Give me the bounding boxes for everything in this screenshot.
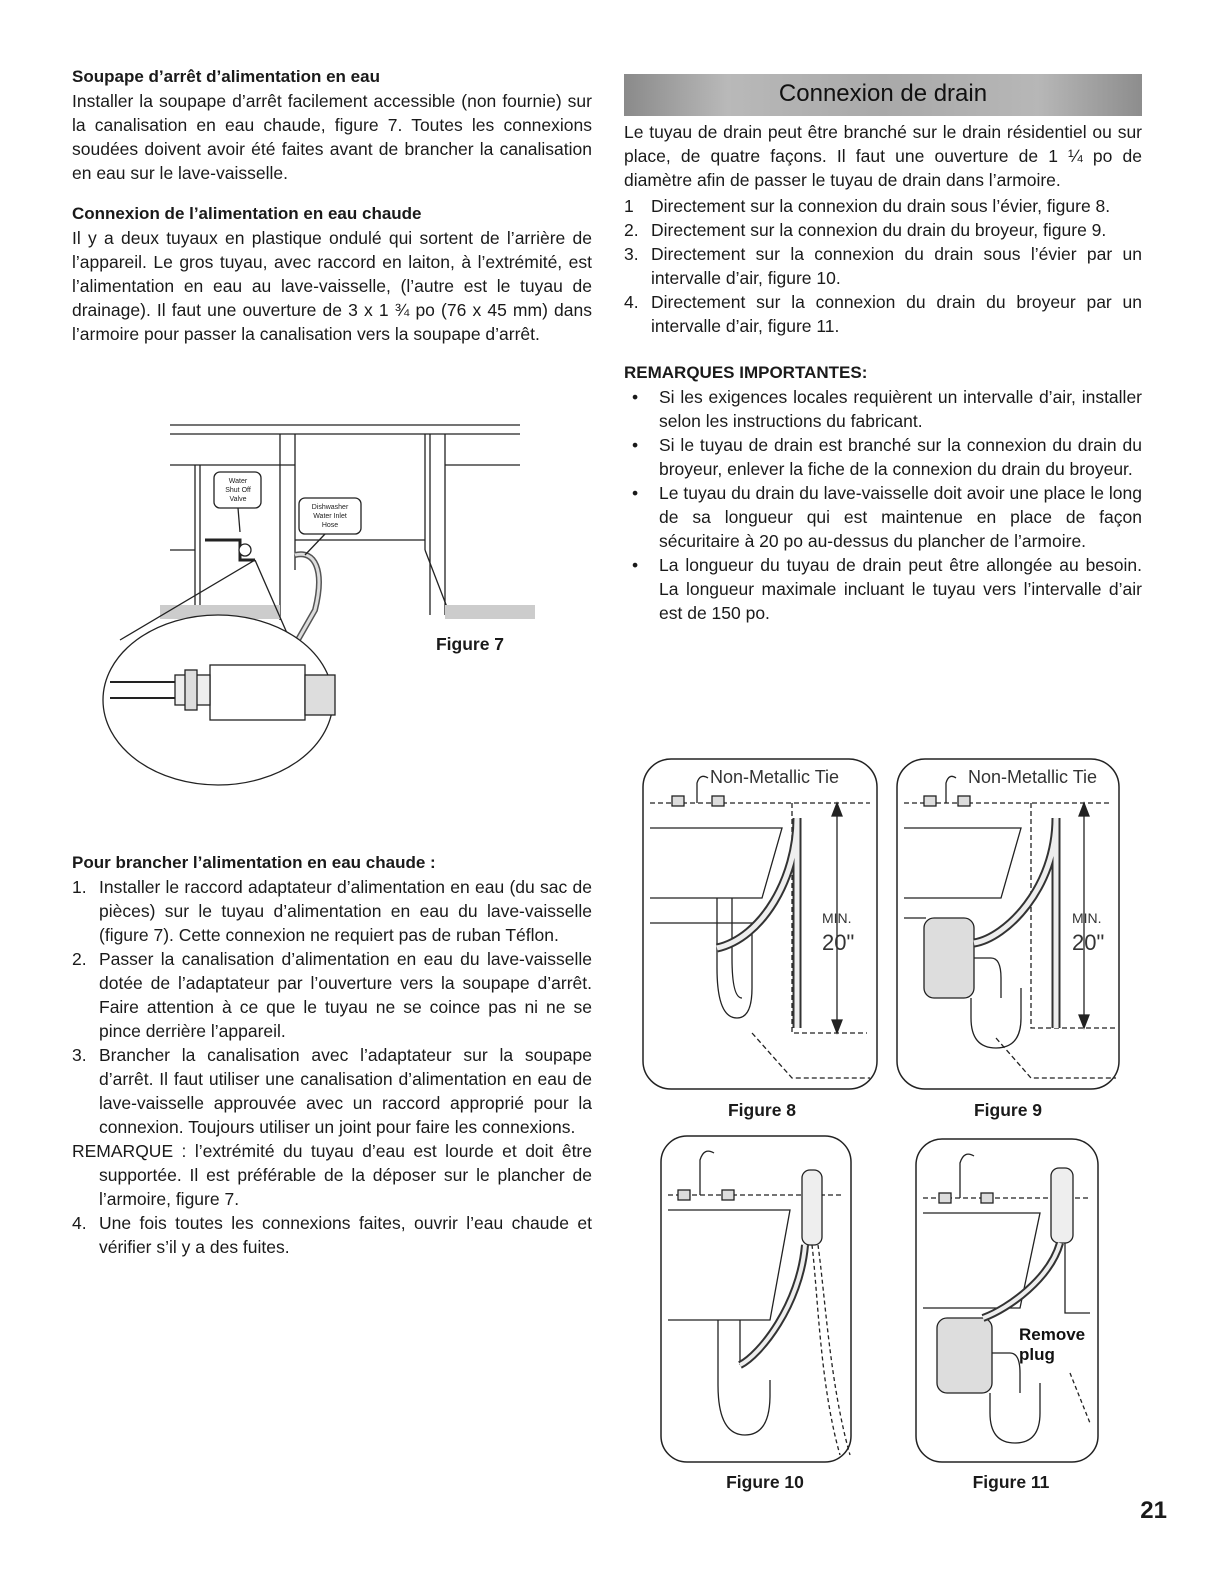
step-item	[72, 1043, 592, 1139]
remarque-note: REMARQUE : l’extrémité du tuyau d’eau est lourde et doit être supportée. Il est préférable de la déposer sur le plancher de l’armoire, figure 7.	[72, 1141, 592, 1209]
hot-water-connection-paragraph: Il y a deux tuyaux en plastique ondulé qui sortent de l’arrière de l’appareil. Le gros tuyau, avec raccord en laiton, à l’extrémité, est l’alimentation en eau au lave-vaisselle, (l’autre est le tuyau de drainage). Il faut une ouverture de 3 x 1 ¾ po (76 x 45 mm) dans l’armoire pour passer la canalisation vers la soupape d’arrêt.	[72, 228, 592, 344]
figure-8-illustration	[642, 758, 878, 1090]
step-item	[72, 875, 592, 947]
option-number: 2.	[624, 220, 639, 240]
figure-7-illustration	[100, 420, 540, 790]
page-number: 21	[1140, 1497, 1167, 1524]
step-item	[72, 947, 592, 1043]
fig7-callout-hose-line1: Dishwasher	[311, 504, 349, 511]
drain-intro-paragraph: Le tuyau de drain peut être branché sur le drain résidentiel ou sur place, de quatre façons. Il faut une ouverture de 1 ¼ po de diamètre afin de passer le tuyau de drain dans l’armoire.	[624, 122, 1142, 190]
note-text: La longueur du tuyau de drain peut être allongée au besoin. La longueur maximale incluant le tuyau vers l’intervalle d’air est de 150 po.	[659, 555, 1142, 623]
figure-11-illustration	[915, 1138, 1099, 1463]
option-text: Directement sur la connexion du drain sous l’évier par un intervalle d’air, figure 10.	[651, 244, 1142, 288]
note-item: • Si le tuyau de drain est branché sur la connexion du drain du broyeur, enlever la fiche de la connexion du drain du broyeur.	[632, 435, 1142, 479]
step-number: 3.	[72, 1045, 87, 1065]
important-notes-list	[624, 385, 1142, 625]
fig9-min-label: MIN.	[1072, 910, 1102, 926]
step-number: 2.	[72, 949, 87, 969]
remove-plug-line2: plug	[1019, 1345, 1055, 1364]
option-text: Directement sur la connexion du drain du broyeur, figure 9.	[651, 220, 1107, 240]
drain-option-item	[624, 218, 1142, 242]
figure-10-illustration	[660, 1135, 852, 1463]
fig7-callout-valve-line3: Valve	[229, 496, 247, 503]
fig8-min-label: MIN.	[822, 910, 852, 926]
fig9-min-value: 20"	[1072, 930, 1105, 955]
step-number: 1.	[72, 877, 87, 897]
figure-9-label: Figure 9	[973, 1100, 1043, 1120]
step-text: Brancher la canalisation avec l’adaptateur sur la soupape d’arrêt. Il faut utiliser une canalisation d’alimentation en eau de lave-vaisselle approuvée avec un raccord approprié pour la connexion. Toujours utiliser un joint pour faire les connexions.	[99, 1045, 592, 1137]
fig7-callout-hose-line3: Hose	[321, 522, 339, 529]
fig8-min-value: 20"	[822, 930, 855, 955]
drain-option-item	[624, 242, 1142, 290]
fig7-callout-valve-line2: Shut Off	[225, 487, 251, 494]
connect-steps-list	[72, 875, 592, 1139]
right-column	[624, 120, 1142, 625]
shutoff-valve-heading: Soupape d’arrêt d’alimentation en eau	[72, 67, 380, 86]
fig7-callout-hose-line2: Water Inlet	[313, 513, 347, 520]
option-number: 1	[624, 196, 634, 216]
figure-10-label: Figure 10	[726, 1472, 804, 1492]
connect-hot-water-heading: Pour brancher l’alimentation en eau chaude :	[72, 853, 436, 872]
left-column	[72, 66, 592, 346]
figure-11-label: Figure 11	[972, 1472, 1050, 1492]
note-text: Le tuyau du drain du lave-vaisselle doit avoir une place le long de sa longueur qui est maintenue en place de façon sécuritaire à 20 po au-dessus du plancher de l’armoire.	[659, 483, 1142, 551]
drain-connection-banner: Connexion de drain	[624, 74, 1142, 116]
step-item	[72, 1211, 592, 1259]
option-text: Directement sur la connexion du drain du broyeur par un intervalle d’air, figure 11.	[651, 292, 1142, 336]
step-text: Installer le raccord adaptateur d’alimentation en eau (du sac de pièces) sur le tuyau d’alimentation en eau du lave-vaisselle (figure 7). Cette connexion ne requiert pas de ruban Téflon.	[99, 877, 592, 945]
figure-8-label: Figure 8	[727, 1100, 797, 1120]
left-column-instructions	[72, 852, 592, 1259]
note-text: Si le tuyau de drain est branché sur la connexion du drain du broyeur, enlever la fiche de la connexion du drain du broyeur.	[659, 435, 1142, 479]
drain-option-item	[624, 194, 1142, 218]
fig9-tie-label: Non-Metallic Tie	[968, 767, 1098, 787]
note-item: • Si les exigences locales requièrent un intervalle d’air, installer selon les instructions du fabricant.	[632, 387, 1142, 431]
step-text: Une fois toutes les connexions faites, ouvrir l’eau chaude et vérifier s’il y a des fuites.	[99, 1213, 592, 1257]
hot-water-connection-heading: Connexion de l’alimentation en eau chaude	[72, 204, 422, 223]
note-text: Si les exigences locales requièrent un intervalle d’air, installer selon les instructions du fabricant.	[659, 387, 1142, 431]
shutoff-valve-paragraph: Installer la soupape d’arrêt facilement accessible (non fournie) sur la canalisation en eau chaude, figure 7. Toutes les connexions soudées doivent avoir été faites avant de brancher la canalisation en eau sur le lave-vaisselle.	[72, 91, 592, 183]
note-item: • La longueur du tuyau de drain peut être allongée au besoin. La longueur maximale incluant le tuyau vers l’intervalle d’air est de 150 po.	[632, 555, 1142, 623]
connect-steps-list-continued	[72, 1211, 592, 1259]
step-number: 4.	[72, 1213, 87, 1233]
option-number: 4.	[624, 292, 639, 312]
step-text: Passer la canalisation d’alimentation en eau du lave-vaisselle dotée de l’adaptateur par l’ouverture vers la soupape d’arrêt. Faire attention à ce que le tuyau ne se coince pas ni ne se pince derrière l’appareil.	[99, 949, 592, 1041]
option-text: Directement sur la connexion du drain sous l’évier, figure 8.	[651, 196, 1111, 216]
note-item: • Le tuyau du drain du lave-vaisselle doit avoir une place le long de sa longueur qui est maintenue en place de façon sécuritaire à 20 po au-dessus du plancher de l’armoire.	[632, 483, 1142, 551]
fig7-callout-valve-line1: Water	[228, 478, 248, 485]
drain-options-list	[624, 194, 1142, 338]
remove-plug-line1: Remove	[1019, 1325, 1086, 1344]
option-number: 3.	[624, 244, 639, 264]
important-notes-heading: REMARQUES IMPORTANTES:	[624, 363, 868, 382]
figure-9-illustration	[896, 758, 1120, 1090]
fig8-tie-label: Non-Metallic Tie	[710, 767, 840, 787]
drain-option-item	[624, 290, 1142, 338]
figure-7-label: Figure 7	[435, 634, 505, 654]
